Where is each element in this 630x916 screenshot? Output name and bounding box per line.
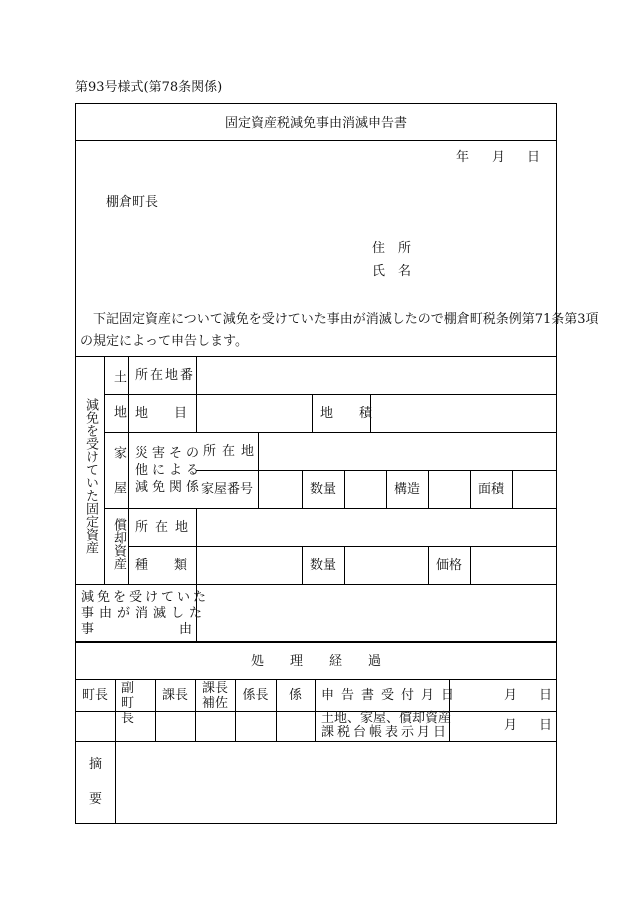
house-structure-label: 構造 <box>394 482 421 497</box>
land-location-label: 所在地番 <box>135 368 196 383</box>
processing-col-staff: 係 <box>288 688 302 703</box>
display-date-label-2: 課税台帳表示月日 <box>321 725 450 740</box>
divider <box>512 470 513 508</box>
display-date-label-1: 土地、家屋、償却資産 <box>321 711 452 726</box>
statement-line-1: 下記固定資産について減免を受けていた事由が消滅したので棚倉町税条例第71条第3項 <box>93 312 599 327</box>
house-quantity-label: 数量 <box>310 482 337 497</box>
divider <box>428 470 429 508</box>
received-date-label: 申告書受付月日 <box>321 688 462 703</box>
statement-line-2: の規定によって申告します。 <box>80 334 248 349</box>
processing-col-subsection-chief: 係長 <box>242 688 269 703</box>
depreciable-location-label: 所在地 <box>135 520 196 535</box>
summary-label-2: 要 <box>89 792 103 807</box>
form-title: 固定資産税減免事由消滅申告書 <box>224 116 407 131</box>
display-month: 月 <box>504 718 518 733</box>
reason-line-3b: 由 <box>179 622 193 637</box>
divider <box>428 546 429 584</box>
date-year: 年 <box>456 150 470 165</box>
house-disaster-line-2: 他による <box>135 463 204 478</box>
divider <box>75 741 557 742</box>
divider <box>128 546 557 547</box>
land-label: 土地 <box>111 370 126 440</box>
depreciable-quantity-label: 数量 <box>310 558 337 573</box>
divider <box>196 470 557 471</box>
processing-col-assistant-chief: 課長補佐 <box>201 681 228 711</box>
processing-col-chief: 課長 <box>161 688 188 703</box>
summary-label-1: 摘 <box>89 757 103 772</box>
divider <box>312 394 313 432</box>
divider <box>470 546 471 584</box>
divider <box>386 470 387 508</box>
divider <box>104 356 105 584</box>
house-label: 家屋 <box>111 446 126 516</box>
depreciable-kind-label: 種 類 <box>135 558 188 573</box>
divider <box>75 356 557 357</box>
land-area-label: 地 積 <box>320 406 373 421</box>
divider <box>315 679 316 741</box>
depreciable-price-label: 価格 <box>436 558 463 573</box>
applicant-address-label: 住 所 <box>372 241 412 256</box>
divider <box>302 470 303 508</box>
divider <box>104 394 557 395</box>
received-day: 日 <box>539 688 553 703</box>
divider <box>75 584 557 585</box>
reason-line-3a: 事 <box>81 622 95 637</box>
reason-line-2: 事由が消滅した <box>81 606 208 621</box>
house-number-label: 家屋番号 <box>201 482 254 497</box>
applicant-name-label: 氏 名 <box>372 264 412 279</box>
recipient: 棚倉町長 <box>106 195 159 210</box>
divider <box>302 546 303 584</box>
date-month: 月 <box>492 150 506 165</box>
house-location-label: 所在地 <box>203 444 261 459</box>
divider <box>344 546 345 584</box>
divider <box>195 679 196 741</box>
divider <box>115 679 116 824</box>
display-day: 日 <box>539 718 553 733</box>
divider <box>128 356 129 584</box>
divider <box>344 470 345 508</box>
date-day: 日 <box>527 150 541 165</box>
divider <box>470 470 471 508</box>
house-floor-area-label: 面積 <box>478 482 505 497</box>
divider <box>75 641 557 643</box>
divider <box>75 140 557 141</box>
land-category-label: 地 目 <box>135 406 188 421</box>
received-month: 月 <box>504 688 518 703</box>
divider <box>104 508 557 509</box>
processing-col-deputy-mayor: 副町長 <box>121 681 140 726</box>
divider <box>104 432 557 433</box>
processing-title: 処 理 経 過 <box>250 654 381 669</box>
assets-section-label: 減免を受けていた固定資産 <box>83 398 98 554</box>
divider <box>75 679 557 680</box>
house-disaster-line-3: 減免関係 <box>135 480 204 495</box>
house-disaster-line-1: 災害その <box>135 446 204 461</box>
reason-line-1: 減免を受けていた <box>81 590 210 605</box>
form-number: 第93号様式(第78条関係) <box>75 80 223 95</box>
depreciable-label: 償却資産 <box>111 518 126 570</box>
processing-col-mayor: 町長 <box>81 688 108 703</box>
